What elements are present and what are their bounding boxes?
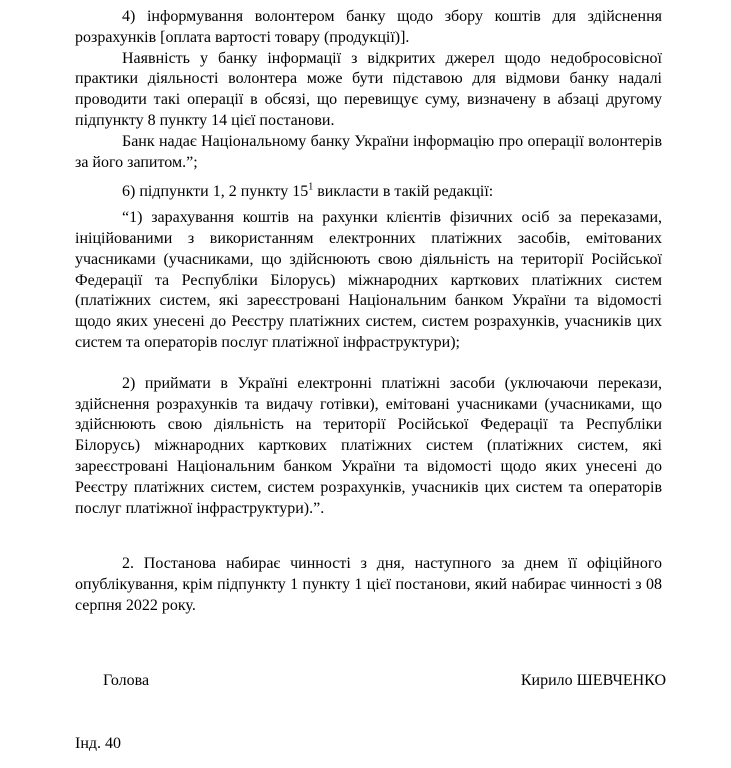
paragraph-subparagraph1: “1) зарахування коштів на рахунки клієнтів фізичних осіб за переказами, ініційованими з використанням електронних платіжних засобів, емітованих учасниками (учасниками, що здійснюють свою діяльність на території Російської Федерації та Республіки Білорусь) міжнародних карткових платіжних систем (платіжних систем, які зареєстровані Національним банком України та відомості щодо яких унесені до Реєстру платіжних систем, систем розрахунків, учасників цих систем та операторів послуг платіжної інфраструктури);: [75, 209, 662, 351]
item6-text-before: 6) підпункти 1, 2 пункту 15: [122, 183, 309, 201]
paragraph-open-sources-info: Наявність у банку інформації з відкритих джерел щодо недобросовісної практики діяльності волонтера може бути підставою для відмови банку надалі проводити такі операції в обсязі, що перевищує суму, визначену в абзаці другому підпункту 8 пункту 14 цієї постанови.: [75, 49, 662, 129]
paragraph-effective-date: 2. Постанова набирає чинності з дня, наступного за днем її офіційного опублікування, крім підпункту 1 пункту 1 цієї постанови, який набирає чинності з 08 серпня 2022 року.: [75, 555, 662, 614]
signature-name: Кирило ШЕВЧЕНКО: [520, 671, 666, 689]
paragraph-item6: [75, 182, 662, 203]
item6-superscript: 1: [308, 182, 314, 194]
paragraph-subitem4: 4) інформування волонтером банку щодо збору коштів для здійснення розрахунків [оплата вартості товару (продукції)].: [75, 8, 662, 46]
paragraph-subparagraph2: 2) приймати в Україні електронні платіжні засоби (уключаючи перекази, здійснення розрахунків та видачу готівки), емітовані учасниками (учасниками, що здійснюють свою діяльність на території Російської Федерації та Республіки Білорусь) міжнародних карткових платіжних систем (платіжних систем, які зареєстровані Національним банком України та відомості щодо яких унесені до Реєстру платіжних систем, систем розрахунків, учасників цих систем та операторів послуг платіжної інфраструктури).”.: [75, 374, 662, 517]
document-index: Інд. 40: [75, 734, 122, 752]
paragraph-bank-report: Банк надає Національному банку України інформацію про операції волонтерів за його запитом.”;: [75, 132, 662, 171]
signature-row: [75, 671, 666, 692]
item6-text-after: викласти в такій редакції:: [313, 183, 494, 201]
signature-title: Голова: [103, 671, 150, 689]
